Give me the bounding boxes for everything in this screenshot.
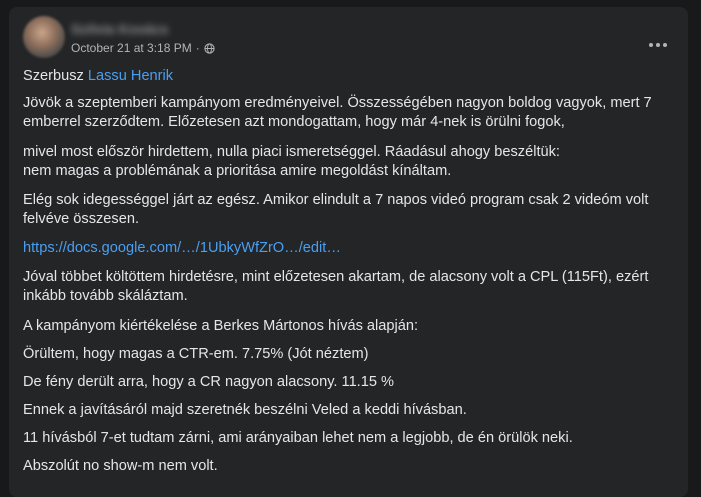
paragraph-2 bbox=[23, 143, 560, 180]
text-line: emberrel szerződtem. Előzetesen azt mondogattam, hogy már 4-nek is örülni fogok, bbox=[23, 113, 565, 130]
avatar[interactable] bbox=[23, 16, 65, 58]
text-line: Elég sok idegességgel járt az egész. Amikor elindult a 7 napos videó program csak 2 videóm volt bbox=[23, 192, 649, 208]
text-line: felvéve összesen. bbox=[23, 210, 140, 227]
text-line: Jövök a szeptemberi kampányom eredményeivel. Összességében nagyon boldog vagyok, mert 7 bbox=[23, 95, 652, 111]
mention-link[interactable]: Lassu Henrik bbox=[87, 68, 174, 84]
post-card bbox=[9, 7, 688, 497]
link-line bbox=[23, 239, 341, 258]
paragraph-9: 11 hívásból 7-et tudtam zárni, ami arányaiban lehet nem a legjobb, de én örülök neki. bbox=[23, 430, 573, 446]
paragraph-8: Ennek a javításáról majd szeretnék beszélni Veled a keddi hívásban. bbox=[23, 402, 467, 418]
post-meta bbox=[71, 41, 215, 55]
paragraph-7: De fény derült arra, hogy a CR nagyon alacsony. 11.15 % bbox=[23, 374, 394, 390]
paragraph-5: A kampányom kiértékelése a Berkes Mártonos hívás alapján: bbox=[23, 318, 419, 334]
author-name[interactable]: Szilvia Kovács bbox=[71, 21, 169, 35]
paragraph-10: Abszolút no show-m nem volt. bbox=[23, 458, 218, 474]
timestamp[interactable]: October 21 at 3:18 PM bbox=[71, 41, 192, 55]
more-options-button[interactable] bbox=[640, 27, 676, 63]
text-line: mivel most először hirdettem, nulla piaci ismeretséggel. Ráadásul ahogy beszéltük: bbox=[23, 144, 560, 160]
globe-icon[interactable] bbox=[204, 43, 215, 54]
paragraph-4 bbox=[23, 268, 648, 305]
post-header bbox=[23, 15, 674, 63]
paragraph-6: Örültem, hogy magas a CTR-em. 7.75% (Jót néztem) bbox=[23, 346, 369, 362]
more-horizontal-icon bbox=[649, 43, 653, 47]
greeting-text: Szerbusz bbox=[23, 68, 84, 84]
text-line: nem magas a problémának a prioritása amire megoldást kínáltam. bbox=[23, 162, 452, 179]
google-docs-link[interactable]: https://docs.google.com/…/1UbkyWfZrO…/edit… bbox=[23, 240, 341, 256]
meta-separator: · bbox=[195, 41, 200, 55]
greeting-line bbox=[23, 67, 173, 86]
paragraph-1 bbox=[23, 94, 652, 131]
text-line: inkább tovább skáláztam. bbox=[23, 287, 188, 304]
paragraph-3 bbox=[23, 191, 648, 228]
text-line: Jóval többet költöttem hirdetésre, mint előzetesen akartam, de alacsony volt a CPL (115Ft), ezért bbox=[23, 269, 649, 285]
